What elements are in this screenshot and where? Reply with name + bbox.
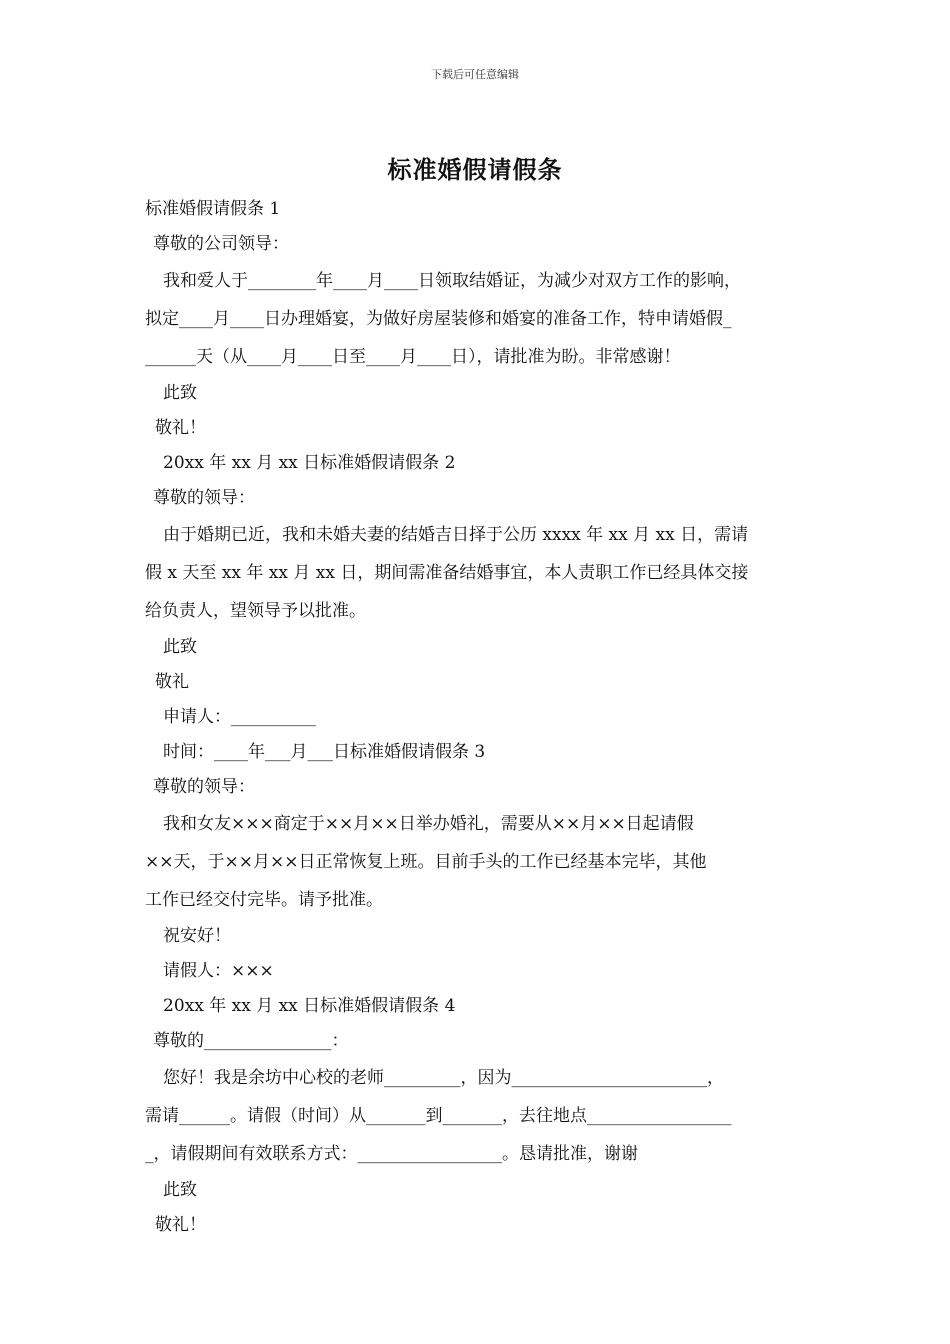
closing-line: 祝安好！	[163, 926, 231, 946]
page-header-note: 下载后可任意编辑	[431, 68, 519, 81]
document-body	[145, 192, 815, 1243]
closing-line: 敬礼！	[155, 1215, 206, 1235]
section-heading-4: 20xx 年 xx 月 xx 日标准婚假请假条 4	[163, 996, 456, 1016]
section-heading-2: 20xx 年 xx 月 xx 日标准婚假请假条 2	[163, 453, 456, 473]
document-title: 标准婚假请假条	[387, 155, 563, 184]
closing-line: 此致	[163, 1180, 197, 1200]
paragraph-line: _，请假期间有效联系方式：_________________。恳请批准，谢谢	[145, 1144, 638, 1164]
salutation: 尊敬的领导：	[153, 777, 255, 797]
date-line: 时间：____年___月___日标准婚假请假条 3	[163, 742, 486, 762]
paragraph-line: 由于婚期已近，我和未婚夫妻的结婚吉日择于公历 xxxx 年 xx 月 xx 日，需请	[163, 525, 749, 545]
paragraph-line: ______天（从____月____日至____月____日），请批准为盼。非常感谢！	[145, 347, 681, 367]
applicant-line: 申请人：__________	[163, 707, 316, 727]
paragraph-line: 给负责人，望领导予以批准。	[145, 601, 366, 621]
salutation: 尊敬的领导：	[153, 488, 255, 508]
salutation: 尊敬的公司领导：	[153, 234, 289, 254]
closing-line: 敬礼！	[155, 418, 206, 438]
paragraph-line: 您好！我是余坊中心校的老师_________，因为_______________________，	[163, 1068, 724, 1088]
applicant-line: 请假人：×××	[163, 961, 274, 981]
paragraph-line: 假 x 天至 xx 年 xx 月 xx 日，期间需准备结婚事宜，本人责职工作已经具体交接	[145, 563, 749, 583]
closing-line: 敬礼	[155, 672, 189, 692]
closing-line: 此致	[163, 383, 197, 403]
paragraph-line: 需请______。请假（时间）从_______到_______，去往地点_________________	[145, 1106, 732, 1126]
paragraph-line: 我和爱人于________年____月____日领取结婚证，为减少对双方工作的影响，	[163, 271, 741, 291]
paragraph-line: 拟定____月____日办理婚宴，为做好房屋装修和婚宴的准备工作，特申请婚假_	[145, 309, 732, 329]
paragraph-line: 我和女友×××商定于××月××日举办婚礼，需要从××月××日起请假	[163, 814, 694, 834]
section-heading-1: 标准婚假请假条 1	[145, 199, 281, 219]
closing-line: 此致	[163, 637, 197, 657]
paragraph-line: ××天，于××月××日正常恢复上班。目前手头的工作已经基本完毕，其他	[145, 852, 707, 872]
salutation: 尊敬的_______________：	[153, 1031, 349, 1051]
paragraph-line: 工作已经交付完毕。请予批准。	[145, 890, 383, 910]
